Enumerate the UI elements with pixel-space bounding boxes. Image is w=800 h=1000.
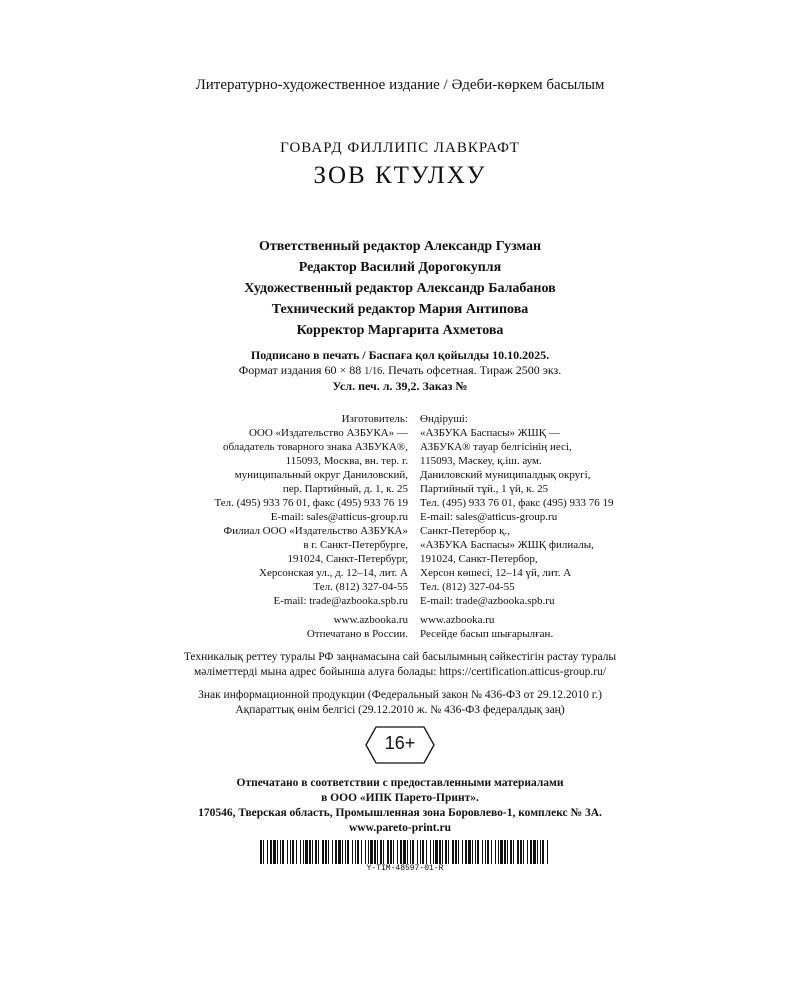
branch-kz-line: Тел. (812) 327-04-55 — [420, 581, 515, 593]
branch-ru-line: Филиал ООО «Издательство АЗБУКА» — [223, 525, 408, 537]
printer-line: в ООО «ИПК Парето-Принт». — [321, 792, 479, 804]
manufacturer-ru-line: Тел. (495) 933 76 01, факс (495) 933 76 19 — [214, 497, 408, 509]
site-kz-line: Ресейде басып шығарылған. — [420, 628, 554, 640]
printer-line: 170546, Тверская область, Промышленная зона Боровлево-1, комплекс № 3А. — [198, 807, 602, 819]
manufacturer-kz-line: E-mail: sales@atticus-group.ru — [420, 511, 558, 523]
book-title: ЗОВ КТУЛХУ — [313, 162, 487, 189]
branch-ru-line: 191024, Санкт-Петербург, — [287, 553, 408, 565]
manufacturer-ru-line: ООО «Издательство АЗБУКА» — — [248, 427, 408, 439]
branch-kz-line: Херсон көшесі, 12–14 үй, лит. А — [420, 567, 572, 579]
manufacturer-ru-line: Изготовитель: — [341, 413, 408, 425]
credits-list — [0, 236, 800, 341]
manufacturer-kz-line: Өндіруші: — [420, 413, 468, 425]
branch-kz-line: 191024, Санкт-Петербор, — [420, 553, 538, 565]
manufacturer-ru-line: муниципальный округ Даниловский, — [234, 469, 408, 481]
author-name: ГОВАРД ФИЛЛИПС ЛАВКРАФТ — [280, 140, 520, 156]
manufacturer-kz-line: «АЗБУКА Баспасы» ЖШҚ — — [420, 427, 560, 439]
branch-ru-line: E-mail: trade@azbooka.spb.ru — [273, 595, 408, 607]
genre-line: Литературно-художественное издание / Әдеби-көркем басылым — [195, 77, 605, 93]
info-sign-note — [0, 688, 800, 718]
manufacturer-ru-line: 115093, Москва, вн. тер. г. — [285, 455, 408, 467]
branch-kz-line: Санкт-Петербор қ., — [420, 525, 510, 537]
format-fraction: 1/16 — [364, 366, 383, 377]
manufacturer-kz-line: АЗБУКА® тауар белгісінің иесі, — [420, 441, 572, 453]
credit-line: Ответственный редактор Александр Гузман — [258, 239, 542, 254]
certification-line: Техникалық реттеу туралы РФ заңнамасына сай басылымның сәйкестігін растау туралы — [183, 651, 617, 663]
credit-line: Технический редактор Мария Антипова — [271, 302, 529, 317]
manufacturer-ru-line: обладатель товарного знака АЗБУКА®, — [222, 441, 408, 453]
manufacturer-block — [150, 412, 700, 524]
branch-kz-line: E-mail: trade@azbooka.spb.ru — [420, 595, 555, 607]
printer-line: www.pareto-print.ru — [348, 822, 451, 834]
barcode-number: Y-TIM-48597-01-R — [366, 864, 444, 873]
volume-line: Усл. печ. л. 39,2. Заказ № — [332, 379, 468, 393]
barcode-icon — [260, 840, 550, 864]
credit-line: Художественный редактор Александр Балабанов — [244, 281, 556, 296]
manufacturer-kz-line: Даниловский муниципалдық округі, — [420, 469, 591, 481]
info-sign-line: Ақпараттық өнім белгісі (29.12.2010 ж. № 436-ФЗ федералдық заң) — [235, 704, 565, 716]
age-rating-label: 16+ — [384, 733, 416, 753]
age-rating-badge — [364, 725, 436, 765]
branch-ru-line: Херсонская ул., д. 12–14, лит. А — [259, 567, 408, 579]
branch-ru-line: в г. Санкт-Петербурге, — [303, 539, 408, 551]
manufacturer-kz-line: Тел. (495) 933 76 01, факс (495) 933 76 19 — [420, 497, 614, 509]
signed-line: Подписано в печать / Баспаға қол қойылды 10.10.2025. — [250, 348, 550, 362]
credit-line: Редактор Василий Дорогокупля — [298, 260, 502, 275]
branch-block — [150, 524, 700, 608]
printer-block — [0, 776, 800, 836]
manufacturer-ru-line: E-mail: sales@atticus-group.ru — [270, 511, 408, 523]
printer-line: Отпечатано в соответствии с предоставленными материалами — [236, 777, 564, 789]
site-ru-line: www.azbooka.ru — [333, 614, 408, 626]
branch-kz-line: «АЗБУКА Баспасы» ЖШҚ филиалы, — [420, 539, 594, 551]
branch-ru-line: Тел. (812) 327-04-55 — [313, 581, 408, 593]
credit-line: Корректор Маргарита Ахметова — [296, 323, 504, 338]
certification-line: мәліметтерді мына адрес бойынша алуға болады: https://certification.atticus-group.ru/ — [193, 666, 607, 678]
format-suffix: . Печать офсетная. Тираж 2500 экз. — [382, 363, 562, 377]
manufacturer-ru-line: пер. Партийный, д. 1, к. 25 — [282, 483, 408, 495]
manufacturer-kz-line: 115093, Мәскеу, қ.іш. аум. — [420, 455, 542, 467]
certification-note — [0, 650, 800, 680]
format-line — [0, 363, 800, 379]
site-ru-line: Отпечатано в России. — [306, 628, 408, 640]
site-block — [150, 613, 700, 641]
info-sign-line: Знак информационной продукции (Федеральный закон № 436-ФЗ от 29.12.2010 г.) — [198, 689, 602, 701]
format-prefix: Формат издания 60 × 88 — [238, 363, 365, 377]
site-kz-line: www.azbooka.ru — [420, 614, 495, 626]
print-info — [0, 348, 800, 394]
manufacturer-kz-line: Партийный тұй., 1 үй, к. 25 — [420, 483, 549, 495]
